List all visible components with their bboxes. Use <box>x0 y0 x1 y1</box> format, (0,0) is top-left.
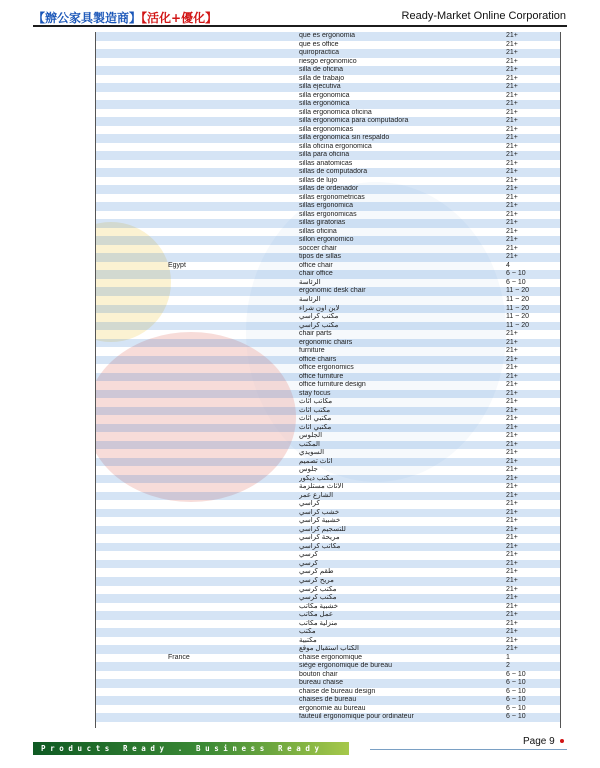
keyword-cell: office chairs <box>299 355 337 363</box>
table-row <box>96 492 560 501</box>
table-row <box>96 483 560 492</box>
rank-cell: 21+ <box>506 449 518 457</box>
table-row <box>96 671 560 680</box>
rank-cell: 21+ <box>506 423 518 431</box>
table-row <box>96 185 560 194</box>
table-row <box>96 177 560 186</box>
table-row <box>96 296 560 305</box>
table-row <box>96 543 560 552</box>
keyword-cell: quiropractica <box>299 49 340 57</box>
rank-cell: 21+ <box>506 40 518 48</box>
rank-cell: 21+ <box>506 193 518 201</box>
keyword-cell: office furniture <box>299 372 344 380</box>
keyword-cell: bouton chair <box>299 670 338 678</box>
table-row <box>96 441 560 450</box>
table-row <box>96 662 560 671</box>
keyword-cell: chair parts <box>299 330 332 338</box>
keyword-cell: sillas de computadora <box>299 168 368 176</box>
table-row <box>96 66 560 75</box>
rank-cell: 21+ <box>506 517 518 525</box>
keyword-cell: silla ergonomica oficina <box>299 108 372 116</box>
keyword-cell: chaises de bureau <box>299 696 357 704</box>
rank-cell: 21+ <box>506 202 518 210</box>
table-row <box>96 202 560 211</box>
rank-cell: 21+ <box>506 585 518 593</box>
table-row <box>96 568 560 577</box>
rank-cell: 21+ <box>506 57 518 65</box>
table-row <box>96 347 560 356</box>
table-row <box>96 679 560 688</box>
keyword-cell: office ergonomics <box>299 364 354 372</box>
rank-cell: 21+ <box>506 83 518 91</box>
rank-cell: 21+ <box>506 415 518 423</box>
rank-cell: 21+ <box>506 142 518 150</box>
keyword-cell: sillas anatomicas <box>299 159 353 167</box>
rank-cell: 11 ~ 20 <box>506 287 530 295</box>
keyword-cell: مكتب اثاث <box>299 406 331 414</box>
keyword-cell: الرئاسة <box>299 295 321 303</box>
keyword-cell: silla de oficina <box>299 66 343 74</box>
table-row <box>96 313 560 322</box>
keyword-cell: مكتبي اثاث <box>299 415 332 423</box>
rank-cell: 21+ <box>506 32 518 39</box>
rank-cell: 21+ <box>506 508 518 516</box>
keyword-cell: مكتب كراسي <box>299 321 339 329</box>
keyword-cell: chaise ergonomique <box>299 653 363 661</box>
table-row <box>96 134 560 143</box>
page-number: Page 9 <box>523 736 555 747</box>
keyword-cell: اثاث تصميم <box>299 457 333 465</box>
table-row <box>96 517 560 526</box>
table-row <box>96 424 560 433</box>
keyword-cell: sillon ergonomico <box>299 236 354 244</box>
rank-cell: 21+ <box>506 244 518 252</box>
rank-cell: 4 <box>506 261 510 269</box>
rank-cell: 6 ~ 10 <box>506 696 526 704</box>
keyword-cell: silla ergonomica sin respaldo <box>299 134 390 142</box>
table-row <box>96 415 560 424</box>
rank-cell: 21+ <box>506 364 518 372</box>
table-row <box>96 390 560 399</box>
table-row <box>96 305 560 314</box>
rank-cell: 21+ <box>506 466 518 474</box>
keyword-cell: sillas oficina <box>299 227 337 235</box>
table-row <box>96 696 560 705</box>
rank-cell: 21+ <box>506 108 518 116</box>
table-row <box>96 705 560 714</box>
table-body <box>96 32 560 722</box>
table-row <box>96 611 560 620</box>
rank-cell: 21+ <box>506 253 518 261</box>
rank-cell: 21+ <box>506 602 518 610</box>
keyword-cell: furniture <box>299 347 325 355</box>
table-row <box>96 381 560 390</box>
rank-cell: 21+ <box>506 117 518 125</box>
footer-banner <box>33 742 349 755</box>
keyword-cell: مكتب ديكور <box>299 474 334 482</box>
keyword-cell: sillas de ordenador <box>299 185 359 193</box>
table-row <box>96 126 560 135</box>
keyword-cell: كرسي <box>299 551 318 559</box>
keyword-cell: silla oficina ergonomica <box>299 142 372 150</box>
table-row <box>96 236 560 245</box>
keyword-cell: الرئاسة <box>299 278 321 286</box>
table-row <box>96 287 560 296</box>
rank-cell: 21+ <box>506 151 518 159</box>
rank-cell: 21+ <box>506 432 518 440</box>
table-row <box>96 32 560 41</box>
rank-cell: 21+ <box>506 628 518 636</box>
rank-cell: 21+ <box>506 49 518 57</box>
keyword-cell: مكتبي اثاث <box>299 423 332 431</box>
keyword-cell: silla ergonomica para computadora <box>299 117 409 125</box>
rank-cell: 21+ <box>506 568 518 576</box>
rank-cell: 21+ <box>506 611 518 619</box>
keyword-cell: office chair <box>299 261 333 269</box>
keyword-cell: المكتب <box>299 440 320 448</box>
keyword-cell: مريح كرسي <box>299 577 334 584</box>
keyword-cell: sillas de lujo <box>299 176 338 184</box>
keyword-cell: الجلوس <box>299 432 323 440</box>
rank-cell: 21+ <box>506 381 518 389</box>
rank-cell: 21+ <box>506 66 518 74</box>
rank-cell: 21+ <box>506 176 518 184</box>
rank-cell: 21+ <box>506 577 518 584</box>
bullet-icon <box>560 739 564 743</box>
rank-cell: 21+ <box>506 134 518 142</box>
company-name: Ready-Market Online Corporation <box>401 10 566 22</box>
table-row <box>96 270 560 279</box>
table-row <box>96 160 560 169</box>
table-row <box>96 253 560 262</box>
rank-cell: 21+ <box>506 491 518 499</box>
table-row <box>96 373 560 382</box>
table-row <box>96 628 560 637</box>
table-row <box>96 500 560 509</box>
keyword-cell: sillas ergonomica <box>299 202 354 210</box>
header-divider <box>33 25 567 27</box>
table-row <box>96 168 560 177</box>
rank-cell: 21+ <box>506 474 518 482</box>
rank-cell: 21+ <box>506 159 518 167</box>
rank-cell: 21+ <box>506 483 518 491</box>
rank-cell: 6 ~ 10 <box>506 679 526 687</box>
rank-cell: 21+ <box>506 185 518 193</box>
table-row <box>96 228 560 237</box>
keyword-cell: silla ergonomica <box>299 91 350 99</box>
rank-cell: 21+ <box>506 636 518 644</box>
keyword-cell: tipos de sillas <box>299 253 342 261</box>
brand-title-part1: 【辦公家具製造商】 <box>33 11 142 25</box>
table-row <box>96 620 560 629</box>
keyword-cell: جلوس <box>299 466 318 474</box>
keyword-cell: silla para oficina <box>299 151 350 159</box>
keyword-cell: طقم كرسي <box>299 568 334 576</box>
keyword-cell: fauteuil ergonomique pour ordinateur <box>299 713 414 721</box>
rank-cell: 21+ <box>506 551 518 559</box>
keyword-cell: que es ergonomia <box>299 32 356 39</box>
rank-cell: 21+ <box>506 398 518 406</box>
keyword-cell: chaise de bureau design <box>299 687 376 695</box>
table-row <box>96 245 560 254</box>
table-row <box>96 509 560 518</box>
rank-cell: 21+ <box>506 645 518 653</box>
keyword-cell: مكاتب كراسي <box>299 542 341 550</box>
table-row <box>96 475 560 484</box>
brand-title <box>33 9 217 26</box>
table-row <box>96 330 560 339</box>
table-row <box>96 586 560 595</box>
table-row <box>96 339 560 348</box>
table-row <box>96 117 560 126</box>
keyword-cell: stay focus <box>299 389 331 397</box>
keyword-cell: soccer chair <box>299 244 337 252</box>
rank-cell: 21+ <box>506 457 518 465</box>
rank-cell: 21+ <box>506 125 518 133</box>
footer-divider <box>370 749 567 750</box>
table-row <box>96 100 560 109</box>
keyword-cell: مكاتب اثاث <box>299 398 333 406</box>
keyword-cell: للتسجيم كراسي <box>299 525 346 533</box>
table-row <box>96 637 560 646</box>
rank-cell: 11 ~ 20 <box>506 313 530 321</box>
table-row <box>96 279 560 288</box>
table-row <box>96 49 560 58</box>
rank-cell: 21+ <box>506 219 518 227</box>
country-cell: Egypt <box>168 261 186 269</box>
footer-tagline: Products Ready . Business Ready <box>41 744 324 753</box>
table-row <box>96 322 560 331</box>
rank-cell: 21+ <box>506 227 518 235</box>
keyword-cell: لاين اون شراء <box>299 304 340 312</box>
rank-cell: 11 ~ 20 <box>506 304 530 312</box>
rank-cell: 21+ <box>506 74 518 82</box>
rank-cell: 6 ~ 10 <box>506 713 526 721</box>
table-row <box>96 262 560 271</box>
rank-cell: 21+ <box>506 534 518 542</box>
table-row <box>96 83 560 92</box>
table-row <box>96 551 560 560</box>
rank-cell: 21+ <box>506 406 518 414</box>
table-row <box>96 194 560 203</box>
keyword-cell: ergonomie au bureau <box>299 704 366 712</box>
table-row <box>96 407 560 416</box>
keyword-cell: منزلية مكاتب <box>299 619 338 627</box>
table-row <box>96 109 560 118</box>
table-row <box>96 577 560 586</box>
keyword-cell: office furniture design <box>299 381 366 389</box>
keyword-cell: bureau chaise <box>299 679 343 687</box>
keyword-cell: ergonomic chairs <box>299 338 353 346</box>
rank-cell: 21+ <box>506 619 518 627</box>
keyword-cell: خشبية كراسي <box>299 517 341 525</box>
table-row <box>96 449 560 458</box>
keyword-cell: الشارع عمر <box>299 491 334 499</box>
rank-cell: 11 ~ 20 <box>506 321 530 329</box>
keyword-cell: sillas giratorias <box>299 219 346 227</box>
brand-title-part2: 【活化+優化】 <box>141 11 218 25</box>
keyword-table <box>95 32 561 728</box>
keyword-cell: que es office <box>299 40 339 48</box>
rank-cell: 21+ <box>506 525 518 533</box>
rank-cell: 21+ <box>506 594 518 602</box>
table-row <box>96 41 560 50</box>
rank-cell: 21+ <box>506 330 518 338</box>
table-row <box>96 654 560 663</box>
table-row <box>96 151 560 160</box>
table-row <box>96 560 560 569</box>
rank-cell: 21+ <box>506 542 518 550</box>
rank-cell: 21+ <box>506 347 518 355</box>
keyword-cell: السويدي <box>299 449 325 457</box>
keyword-cell: silla ergonómica <box>299 100 350 108</box>
rank-cell: 21+ <box>506 389 518 397</box>
rank-cell: 21+ <box>506 440 518 448</box>
table-row <box>96 75 560 84</box>
table-row <box>96 356 560 365</box>
rank-cell: 6 ~ 10 <box>506 270 526 278</box>
table-row <box>96 534 560 543</box>
keyword-cell: silla ejecutiva <box>299 83 341 91</box>
rank-cell: 21+ <box>506 168 518 176</box>
rank-cell: 1 <box>506 653 510 661</box>
rank-cell: 6 ~ 10 <box>506 278 526 286</box>
keyword-cell: كراسي <box>299 500 320 508</box>
table-row <box>96 364 560 373</box>
keyword-cell: خشبية مكاتب <box>299 602 339 610</box>
table-row <box>96 526 560 535</box>
table-row <box>96 458 560 467</box>
keyword-cell: مكتب <box>299 628 316 636</box>
keyword-cell: silla ergonomicas <box>299 125 354 133</box>
table-row <box>96 219 560 228</box>
rank-cell: 21+ <box>506 210 518 218</box>
rank-cell: 6 ~ 10 <box>506 704 526 712</box>
rank-cell: 21+ <box>506 236 518 244</box>
keyword-cell: مكتب كرسي <box>299 594 337 602</box>
table-row <box>96 211 560 220</box>
keyword-cell: مريحة كراسي <box>299 534 340 542</box>
table-row <box>96 466 560 475</box>
keyword-cell: مكتبية <box>299 636 317 644</box>
rank-cell: 6 ~ 10 <box>506 687 526 695</box>
table-row <box>96 143 560 152</box>
keyword-cell: عمل مكاتب <box>299 611 334 619</box>
table-row <box>96 645 560 654</box>
table-row <box>96 398 560 407</box>
keyword-cell: خشب كراسي <box>299 508 340 516</box>
rank-cell: 21+ <box>506 91 518 99</box>
rank-cell: 21+ <box>506 372 518 380</box>
keyword-cell: siège ergonomique de bureau <box>299 662 393 670</box>
keyword-cell: sillas ergonomicas <box>299 210 357 218</box>
keyword-cell: riesgo ergonomico <box>299 57 357 65</box>
rank-cell: 21+ <box>506 559 518 567</box>
rank-cell: 21+ <box>506 500 518 508</box>
table-row <box>96 603 560 612</box>
keyword-cell: الاثاث مستلزمة <box>299 483 344 491</box>
country-cell: France <box>168 653 190 661</box>
rank-cell: 21+ <box>506 338 518 346</box>
keyword-cell: ergonomic desk chair <box>299 287 366 295</box>
rank-cell: 2 <box>506 662 510 670</box>
keyword-cell: sillas ergonometricas <box>299 193 365 201</box>
table-row <box>96 594 560 603</box>
keyword-cell: الكتاب استقبال موقع <box>299 645 359 653</box>
table-row <box>96 713 560 722</box>
keyword-cell: silla de trabajo <box>299 74 345 82</box>
keyword-cell: كرسي <box>299 559 318 567</box>
rank-cell: 21+ <box>506 355 518 363</box>
rank-cell: 6 ~ 10 <box>506 670 526 678</box>
page-header <box>0 0 600 26</box>
keyword-cell: مكتب كراسي <box>299 313 339 321</box>
table-row <box>96 58 560 67</box>
table-row <box>96 92 560 101</box>
keyword-cell: مكتب كرسي <box>299 585 337 593</box>
table-row <box>96 688 560 697</box>
keyword-cell: chair office <box>299 270 333 278</box>
rank-cell: 11 ~ 20 <box>506 295 530 303</box>
table-row <box>96 432 560 441</box>
rank-cell: 21+ <box>506 100 518 108</box>
